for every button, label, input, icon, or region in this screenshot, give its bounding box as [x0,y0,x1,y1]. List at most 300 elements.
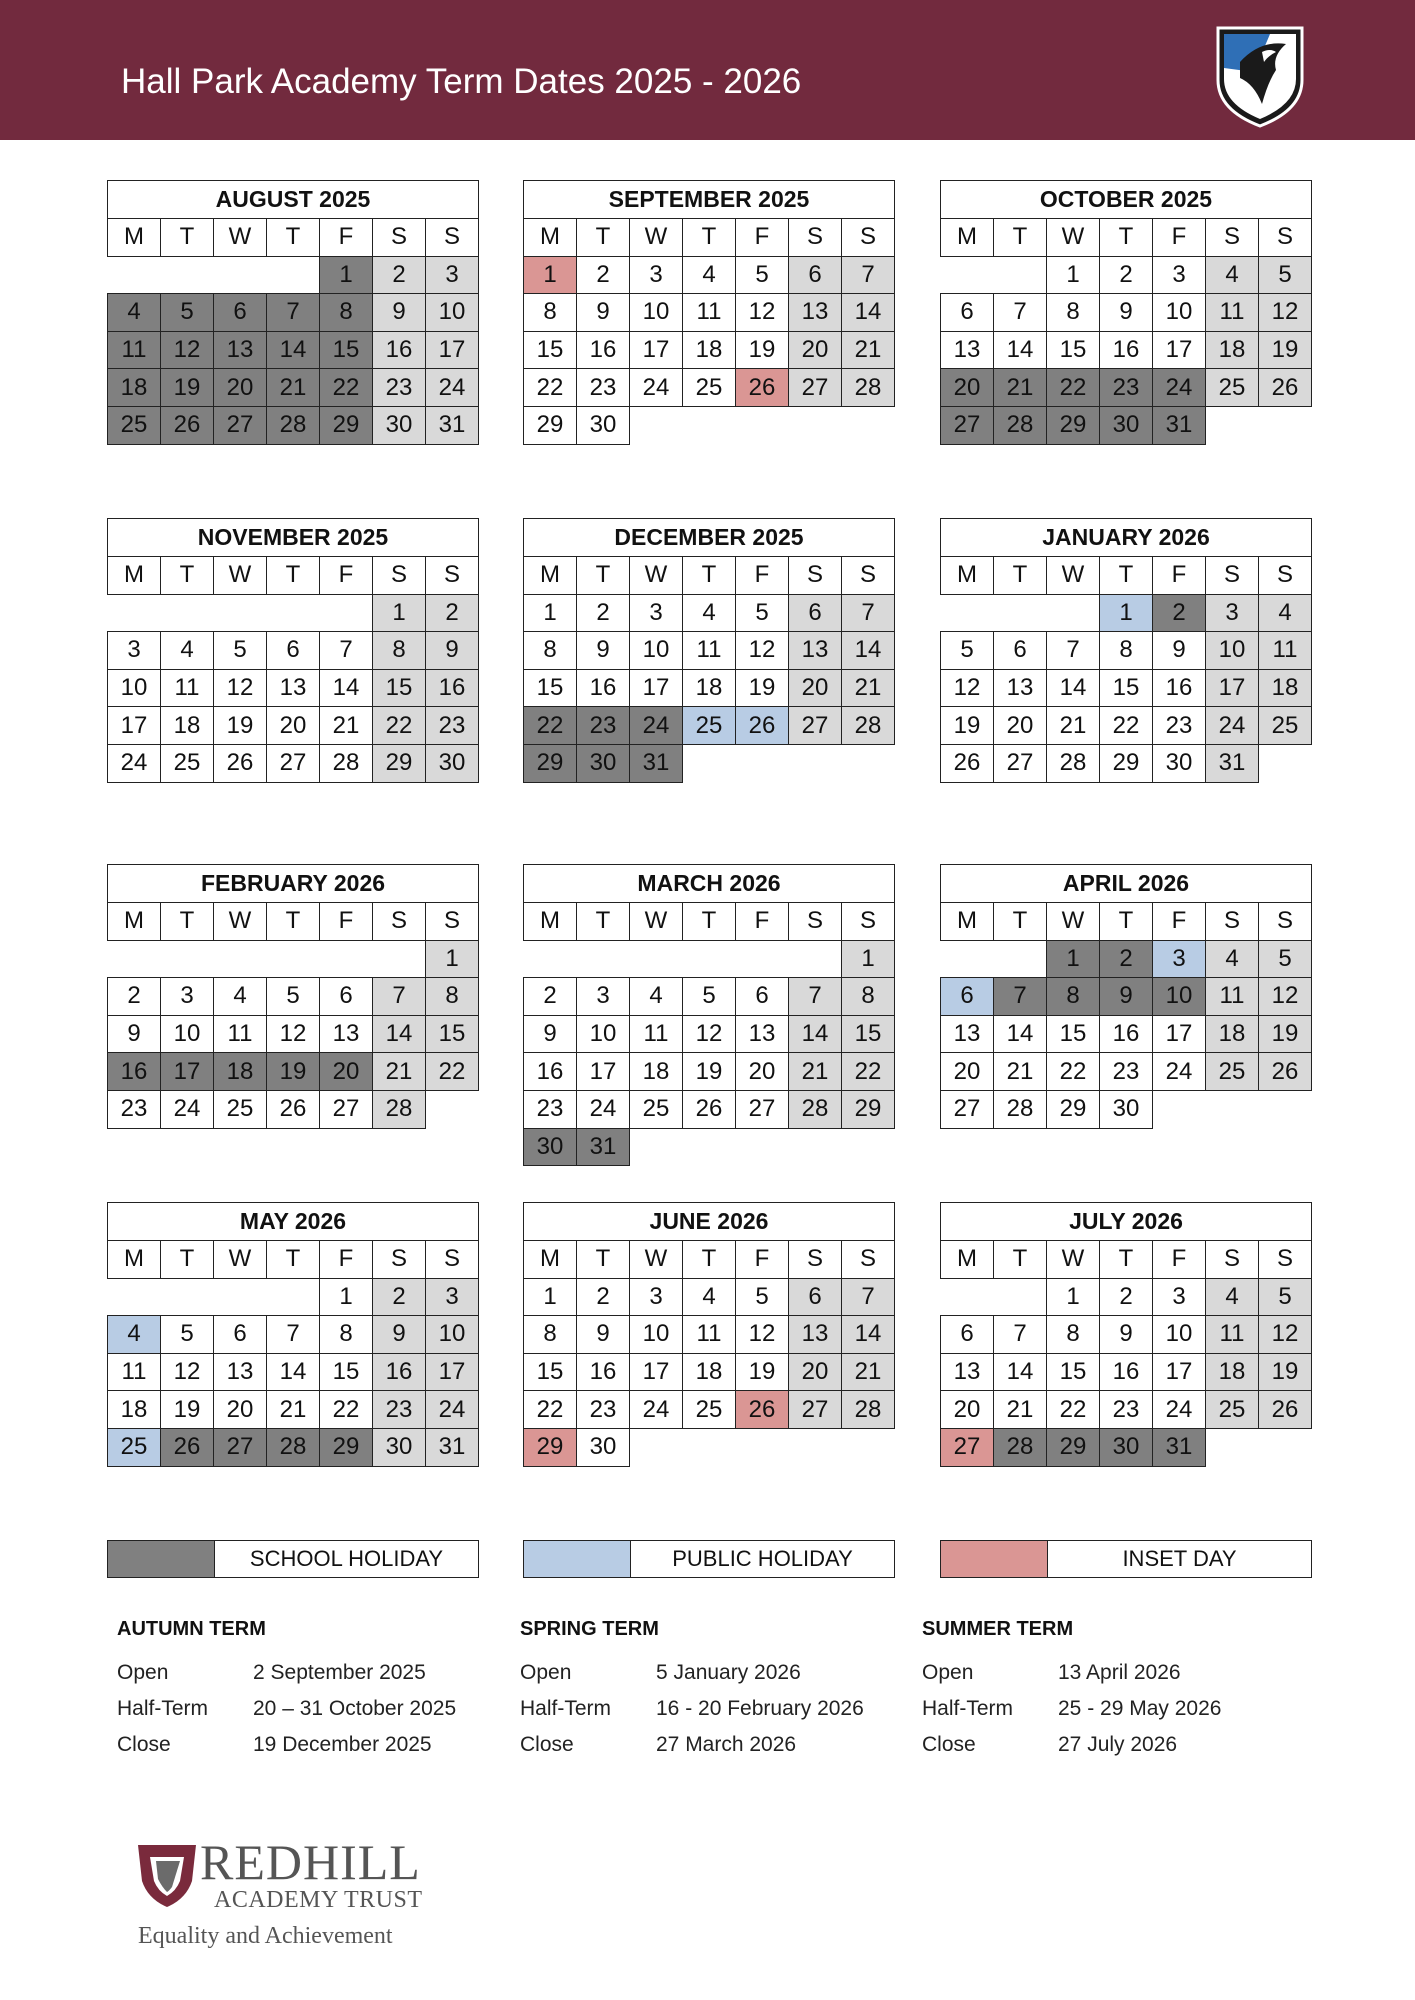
day-cell: 3 [1153,256,1206,294]
day-cell: 30 [426,744,479,782]
day-cell: 15 [426,1015,479,1053]
day-cell: 3 [577,978,630,1016]
day-cell: 2 [373,256,426,294]
day-cell: 11 [108,331,161,369]
empty-cell [941,256,994,294]
day-cell: 18 [108,369,161,407]
weekday-header: F [736,1241,789,1279]
legend-item [523,1540,895,1578]
empty-cell [524,940,577,978]
day-cell: 14 [842,632,895,670]
day-cell: 1 [373,594,426,632]
day-cell: 4 [1259,594,1312,632]
day-cell: 22 [524,707,577,745]
empty-cell [994,1278,1047,1316]
day-cell: 25 [108,1428,161,1466]
day-cell: 5 [1259,256,1312,294]
day-cell: 21 [267,369,320,407]
weekday-header: S [1206,557,1259,595]
empty-cell [108,940,161,978]
month-calendar [107,1202,479,1467]
day-cell: 16 [426,669,479,707]
school-crest-icon [1210,22,1310,128]
empty-cell [320,594,373,632]
day-cell: 4 [1206,1278,1259,1316]
day-cell: 30 [577,406,630,444]
month-calendar [523,180,895,445]
empty-cell [214,594,267,632]
day-cell: 15 [1047,1015,1100,1053]
day-cell: 6 [789,1278,842,1316]
day-cell: 20 [736,1053,789,1091]
day-cell: 21 [373,1053,426,1091]
day-cell: 15 [320,1353,373,1391]
day-cell: 28 [994,406,1047,444]
day-cell: 17 [1153,1353,1206,1391]
day-cell: 21 [842,1353,895,1391]
day-cell: 19 [161,369,214,407]
day-cell: 30 [577,1428,630,1466]
day-cell: 11 [683,294,736,332]
weekday-header: T [994,219,1047,257]
day-cell: 3 [630,1278,683,1316]
day-cell: 26 [941,744,994,782]
weekday-header: T [994,903,1047,941]
day-cell: 23 [426,707,479,745]
day-cell: 24 [426,1391,479,1429]
day-cell: 31 [1153,406,1206,444]
day-cell: 26 [214,744,267,782]
day-cell: 25 [161,744,214,782]
day-cell: 25 [214,1090,267,1128]
empty-cell [842,1428,895,1466]
term-row-value: 2 September 2025 [253,1661,426,1684]
day-cell: 25 [1206,1391,1259,1429]
weekday-header: M [941,219,994,257]
weekday-header: S [1206,1241,1259,1279]
term-row-label: Close [922,1733,976,1756]
day-cell: 10 [426,294,479,332]
day-cell: 11 [1206,978,1259,1016]
day-cell: 10 [577,1015,630,1053]
weekday-header: F [1153,1241,1206,1279]
day-cell: 20 [789,1353,842,1391]
weekday-header: T [161,903,214,941]
weekday-header: T [267,1241,320,1279]
day-cell: 9 [108,1015,161,1053]
day-cell: 13 [789,1316,842,1354]
weekday-header: S [1259,219,1312,257]
term-row-value: 19 December 2025 [253,1733,432,1756]
term-row-label: Half-Term [117,1697,209,1720]
day-cell: 27 [789,369,842,407]
term-row [520,1691,880,1727]
term-row [520,1727,880,1763]
term-title: SUMMER TERM [922,1618,1074,1640]
day-cell: 28 [842,707,895,745]
day-cell: 28 [320,744,373,782]
day-cell: 18 [161,707,214,745]
day-cell: 14 [842,294,895,332]
day-cell: 5 [1259,940,1312,978]
empty-cell [789,1128,842,1166]
empty-cell [941,1278,994,1316]
term-row-value: 16 - 20 February 2026 [656,1697,864,1720]
day-cell: 10 [630,294,683,332]
day-cell: 10 [1206,632,1259,670]
weekday-header: W [630,219,683,257]
month-title: APRIL 2026 [941,865,1312,903]
weekday-header: T [161,219,214,257]
day-cell: 2 [577,594,630,632]
weekday-header: T [161,1241,214,1279]
day-cell: 12 [1259,294,1312,332]
term-row-value: 27 July 2026 [1058,1733,1178,1756]
day-cell: 12 [736,632,789,670]
day-cell: 10 [630,1316,683,1354]
day-cell: 24 [1206,707,1259,745]
weekday-header: S [426,557,479,595]
term-row-value: 20 – 31 October 2025 [253,1697,457,1720]
weekday-header: F [1153,219,1206,257]
day-cell: 25 [108,406,161,444]
day-cell: 9 [373,1316,426,1354]
day-cell: 27 [736,1090,789,1128]
day-cell: 6 [941,294,994,332]
day-cell: 6 [789,594,842,632]
day-cell: 30 [524,1128,577,1166]
day-cell: 12 [214,669,267,707]
day-cell: 16 [524,1053,577,1091]
weekday-header: T [161,557,214,595]
page-header [0,0,1415,140]
empty-cell [214,256,267,294]
day-cell: 5 [683,978,736,1016]
day-cell: 8 [1100,632,1153,670]
day-cell: 1 [1100,594,1153,632]
term-row-label: Open [520,1661,572,1684]
day-cell: 7 [842,256,895,294]
day-cell: 27 [214,1428,267,1466]
day-cell: 25 [683,369,736,407]
day-cell: 3 [426,256,479,294]
weekday-header: S [1259,1241,1312,1279]
day-cell: 5 [267,978,320,1016]
weekday-header: F [320,903,373,941]
day-cell: 1 [842,940,895,978]
day-cell: 5 [736,594,789,632]
day-cell: 29 [842,1090,895,1128]
day-cell: 10 [426,1316,479,1354]
day-cell: 13 [941,331,994,369]
day-cell: 21 [842,669,895,707]
legend-swatch [524,1541,631,1577]
day-cell: 20 [941,1053,994,1091]
weekday-header: F [320,219,373,257]
weekday-header: W [630,1241,683,1279]
day-cell: 17 [1153,1015,1206,1053]
empty-cell [842,1128,895,1166]
day-cell: 18 [683,669,736,707]
day-cell: 22 [1100,707,1153,745]
month-calendar [107,864,479,1129]
day-cell: 26 [267,1090,320,1128]
day-cell: 1 [1047,940,1100,978]
day-cell: 9 [1153,632,1206,670]
legend-swatch [941,1541,1048,1577]
day-cell: 5 [736,1278,789,1316]
day-cell: 3 [426,1278,479,1316]
day-cell: 21 [842,331,895,369]
day-cell: 23 [524,1090,577,1128]
day-cell: 24 [426,369,479,407]
weekday-header: S [789,219,842,257]
day-cell: 29 [1047,1428,1100,1466]
term-row [117,1691,477,1727]
day-cell: 8 [524,294,577,332]
day-cell: 30 [373,1428,426,1466]
day-cell: 24 [1153,1053,1206,1091]
day-cell: 22 [1047,1053,1100,1091]
weekday-header: M [108,557,161,595]
month-calendar [523,864,895,1166]
empty-cell [789,406,842,444]
day-cell: 26 [683,1090,736,1128]
term-title: SPRING TERM [520,1618,659,1640]
weekday-header: T [1100,903,1153,941]
weekday-header: F [736,903,789,941]
day-cell: 22 [1047,1391,1100,1429]
day-cell: 22 [426,1053,479,1091]
day-cell: 27 [214,406,267,444]
term-row-label: Half-Term [520,1697,612,1720]
day-cell: 30 [577,744,630,782]
day-cell: 20 [214,1391,267,1429]
day-cell: 25 [630,1090,683,1128]
day-cell: 28 [1047,744,1100,782]
day-cell: 29 [524,744,577,782]
weekday-header: W [1047,219,1100,257]
term-row-label: Open [922,1661,974,1684]
day-cell: 6 [941,1316,994,1354]
empty-cell [630,1428,683,1466]
day-cell: 23 [577,707,630,745]
empty-cell [1047,594,1100,632]
day-cell: 14 [994,331,1047,369]
month-calendar [523,518,895,783]
empty-cell [267,256,320,294]
empty-cell [267,1278,320,1316]
day-cell: 16 [1153,669,1206,707]
day-cell: 14 [789,1015,842,1053]
day-cell: 3 [1206,594,1259,632]
weekday-header: T [577,219,630,257]
weekday-header: S [373,219,426,257]
weekday-header: W [214,557,267,595]
day-cell: 25 [1259,707,1312,745]
day-cell: 23 [373,369,426,407]
day-cell: 8 [842,978,895,1016]
weekday-header: T [577,1241,630,1279]
weekday-header: T [1100,557,1153,595]
day-cell: 21 [789,1053,842,1091]
weekday-header: S [789,1241,842,1279]
weekday-header: M [108,903,161,941]
empty-cell [994,594,1047,632]
page-title: Hall Park Academy Term Dates 2025 - 2026 [121,62,802,101]
day-cell: 5 [161,1316,214,1354]
day-cell: 22 [524,1391,577,1429]
day-cell: 8 [1047,1316,1100,1354]
day-cell: 1 [524,594,577,632]
day-cell: 20 [941,369,994,407]
redhill-logo [136,1835,436,1955]
day-cell: 24 [1153,369,1206,407]
day-cell: 17 [630,669,683,707]
day-cell: 4 [630,978,683,1016]
day-cell: 26 [1259,1053,1312,1091]
day-cell: 23 [577,369,630,407]
day-cell: 12 [267,1015,320,1053]
day-cell: 29 [1047,406,1100,444]
day-cell: 31 [426,1428,479,1466]
day-cell: 16 [1100,1353,1153,1391]
day-cell: 19 [214,707,267,745]
empty-cell [683,940,736,978]
day-cell: 25 [683,1391,736,1429]
weekday-header: S [1206,903,1259,941]
month-title: JUNE 2026 [524,1203,895,1241]
month-calendar [940,1202,1312,1467]
day-cell: 8 [1047,978,1100,1016]
weekday-header: W [1047,557,1100,595]
day-cell: 31 [1153,1428,1206,1466]
day-cell: 28 [994,1090,1047,1128]
day-cell: 14 [1047,669,1100,707]
day-cell: 7 [1047,632,1100,670]
day-cell: 24 [161,1090,214,1128]
weekday-header: S [426,903,479,941]
day-cell: 17 [108,707,161,745]
day-cell: 21 [320,707,373,745]
weekday-header: T [577,557,630,595]
day-cell: 3 [1153,1278,1206,1316]
day-cell: 27 [941,1090,994,1128]
weekday-header: S [1259,903,1312,941]
weekday-header: F [320,557,373,595]
day-cell: 14 [267,331,320,369]
day-cell: 15 [524,331,577,369]
day-cell: 5 [214,632,267,670]
empty-cell [1259,1090,1312,1128]
day-cell: 17 [577,1053,630,1091]
day-cell: 25 [1206,369,1259,407]
day-cell: 19 [736,331,789,369]
day-cell: 9 [524,1015,577,1053]
weekday-header: M [524,903,577,941]
day-cell: 29 [1047,1090,1100,1128]
day-cell: 13 [789,294,842,332]
term-row [922,1691,1282,1727]
weekday-header: M [524,557,577,595]
day-cell: 19 [1259,331,1312,369]
term-row-label: Half-Term [922,1697,1014,1720]
day-cell: 7 [994,1316,1047,1354]
day-cell: 31 [577,1128,630,1166]
weekday-header: T [267,557,320,595]
day-cell: 13 [789,632,842,670]
empty-cell [994,940,1047,978]
month-calendar [940,518,1312,783]
day-cell: 31 [1206,744,1259,782]
weekday-header: T [577,903,630,941]
day-cell: 15 [842,1015,895,1053]
term-row-value: 13 April 2026 [1058,1661,1181,1684]
day-cell: 5 [736,256,789,294]
day-cell: 8 [524,1316,577,1354]
day-cell: 13 [267,669,320,707]
day-cell: 1 [426,940,479,978]
day-cell: 19 [736,1353,789,1391]
day-cell: 19 [683,1053,736,1091]
term-row-label: Open [117,1661,169,1684]
day-cell: 22 [842,1053,895,1091]
term-block [922,1618,1282,1763]
weekday-header: W [630,903,683,941]
empty-cell [161,594,214,632]
empty-cell [630,1128,683,1166]
day-cell: 28 [842,369,895,407]
day-cell: 20 [789,669,842,707]
day-cell: 26 [161,406,214,444]
empty-cell [577,940,630,978]
day-cell: 2 [524,978,577,1016]
day-cell: 21 [994,369,1047,407]
month-title: JULY 2026 [941,1203,1312,1241]
day-cell: 11 [683,632,736,670]
term-title: AUTUMN TERM [117,1618,266,1640]
empty-cell [736,406,789,444]
day-cell: 8 [320,294,373,332]
day-cell: 14 [320,669,373,707]
term-block [117,1618,477,1763]
day-cell: 12 [161,331,214,369]
empty-cell [161,940,214,978]
weekday-header: S [842,1241,895,1279]
day-cell: 2 [108,978,161,1016]
term-block [520,1618,880,1763]
day-cell: 16 [577,669,630,707]
day-cell: 27 [789,707,842,745]
day-cell: 2 [373,1278,426,1316]
month-title: MARCH 2026 [524,865,895,903]
weekday-header: T [683,219,736,257]
day-cell: 21 [267,1391,320,1429]
day-cell: 18 [1206,1353,1259,1391]
day-cell: 24 [630,1391,683,1429]
weekday-header: W [1047,1241,1100,1279]
day-cell: 1 [320,256,373,294]
month-calendar [107,518,479,783]
empty-cell [1259,1428,1312,1466]
day-cell: 8 [373,632,426,670]
weekday-header: S [842,557,895,595]
day-cell: 27 [789,1391,842,1429]
day-cell: 21 [1047,707,1100,745]
day-cell: 18 [1206,1015,1259,1053]
day-cell: 24 [1153,1391,1206,1429]
day-cell: 6 [941,978,994,1016]
